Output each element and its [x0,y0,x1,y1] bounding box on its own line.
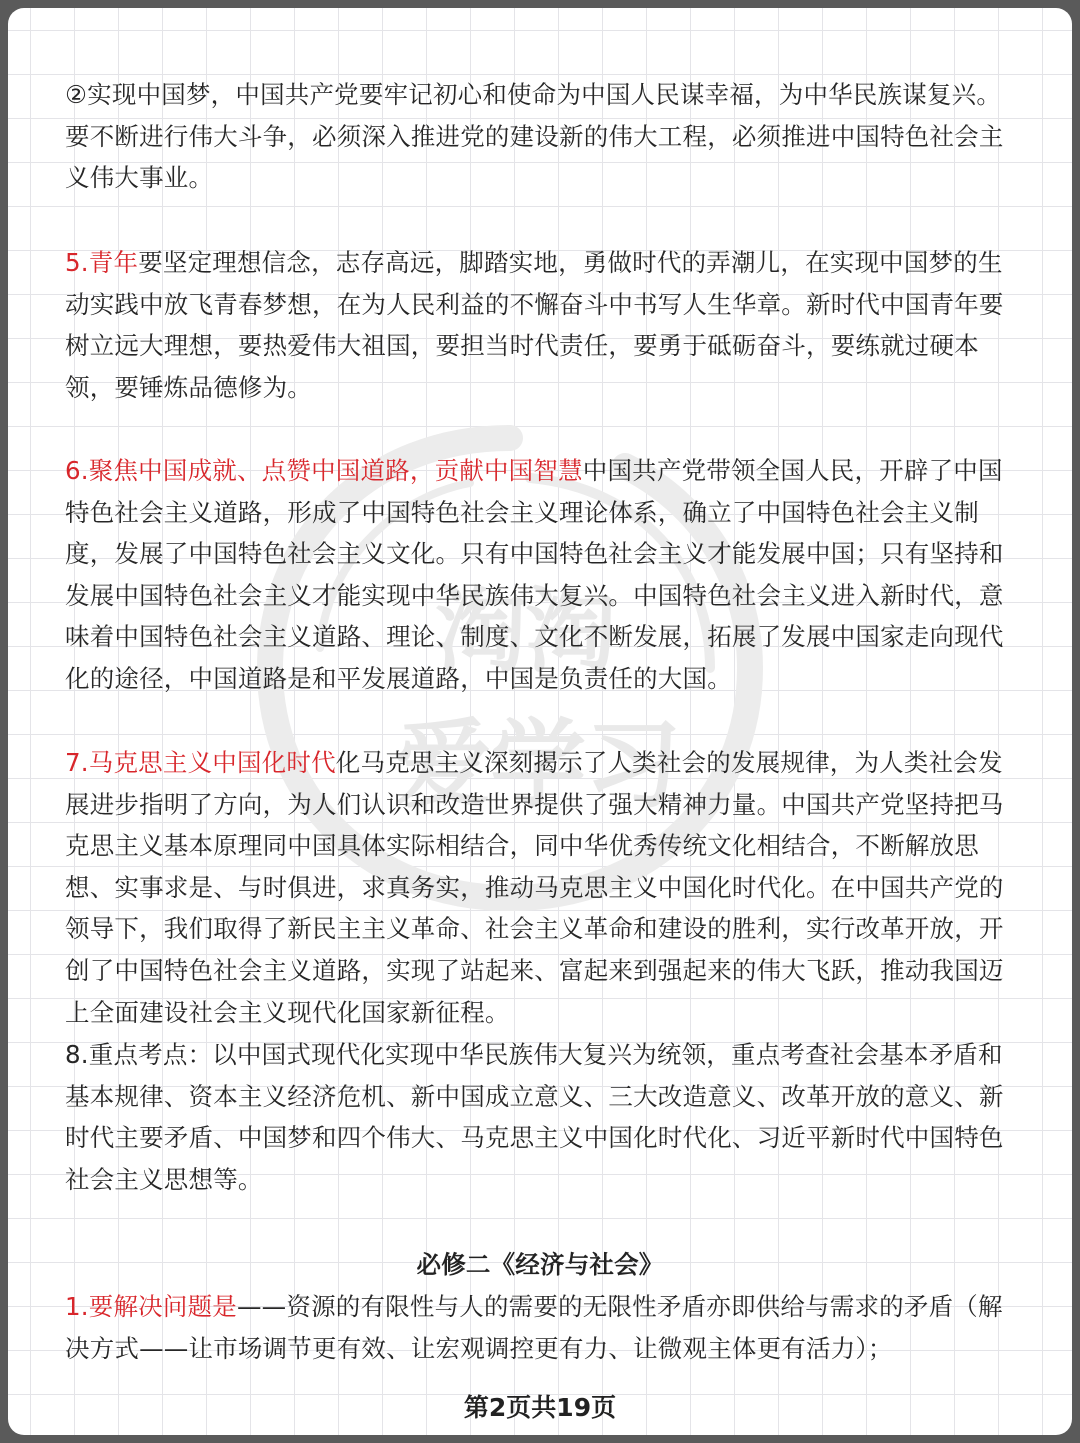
paragraph-7 [65,742,1015,1033]
paragraph-text: 8.重点考点：以中国式现代化实现中华民族伟大复兴为统领，重点考查社会基本矛盾和基本规律、资本主义经济危机、新中国成立意义、三大改造意义、改革开放的意义、新时代主要矛盾、中国梦和四个伟大、马克思主义中国化时代化、习近平新时代中国特色社会主义思想等。 [65,1040,1004,1194]
section-title: 必修二《经济与社会》 [416,1250,664,1279]
paragraph-heading: 6.聚焦中国成就、点赞中国道路，贡献中国智慧 [65,456,583,485]
svg-text:爱: 爱 [395,709,491,821]
paragraph-8 [65,1034,1015,1200]
item-heading: 1.要解决问题是 [65,1292,237,1321]
paragraph-text: 中国共产党带领全国人民，开辟了中国特色社会主义道路，形成了中国特色社会主义理论体系，确立了中国特色社会主义制度，发展了中国特色社会主义文化。只有中国特色社会主义才能发展中国；只有坚持和发展中国特色社会主义才能实现中华民族伟大复兴。中国特色社会主义进入新时代，意味着中国特色社会主义道路、理论、制度、文化不断发展，拓展了发展中国家走向现代化的途径，中国道路是和平发展道路，中国是负责任的大国。 [65,456,1004,693]
svg-text:习: 习 [585,709,681,821]
section-item-1 [65,1286,1015,1369]
svg-text:淘: 淘 [525,578,618,685]
paragraph-2 [65,74,1015,199]
paragraph-6 [65,450,1015,700]
paragraph-heading: 5.青年 [65,248,139,277]
paragraph-heading: 7.马克思主义中国化时代 [65,748,336,777]
page-number: 第2页共19页 [463,1393,617,1422]
paragraph-text: ②实现中国梦，中国共产党要牢记初心和使命为中国人民谋幸福，为中华民族谋复兴。要不断进行伟大斗争，必须深入推进党的建设新的伟大工程，必须推进中国特色社会主义伟大事业。 [65,80,1004,193]
paragraph-5 [65,242,1015,408]
paragraph-text: 化马克思主义深刻揭示了人类社会的发展规律，为人类社会发展进步指明了方向，为人们认识和改造世界提供了强大精神力量。中国共产党坚持把马克思主义基本原理同中国具体实际相结合，同中华优秀传统文化相结合，不断解放思想、实事求是、与时俱进，求真务实，推动马克思主义中国化时代化。在中国共产党的领导下，我们取得了新民主主义革命、社会主义革命和建设的胜利，实行改革开放，开创了中国特色社会主义道路，实现了站起来、富起来到强起来的伟大飞跃，推动我国迈上全面建设社会主义现代化国家新征程。 [65,748,1004,1027]
document-page [8,8,1072,1435]
svg-text:学: 学 [490,709,586,821]
paragraph-text: 要坚定理想信念，志存高远，脚踏实地，勇做时代的弄潮儿，在实现中国梦的生动实践中放飞青春梦想，在为人民利益的不懈奋斗中书写人生华章。新时代中国青年要树立远大理想，要热爱伟大祖国，要担当时代责任，要勇于砥砺奋斗，要练就过硬本领，要锤炼品德修为。 [65,248,1004,402]
svg-text:淘: 淘 [435,578,528,685]
item-text: ——资源的有限性与人的需要的无限性矛盾亦即供给与需求的矛盾（解决方式——让市场调节更有效、让宏观调控更有力、让微观主体更有活力）； [65,1292,1003,1363]
